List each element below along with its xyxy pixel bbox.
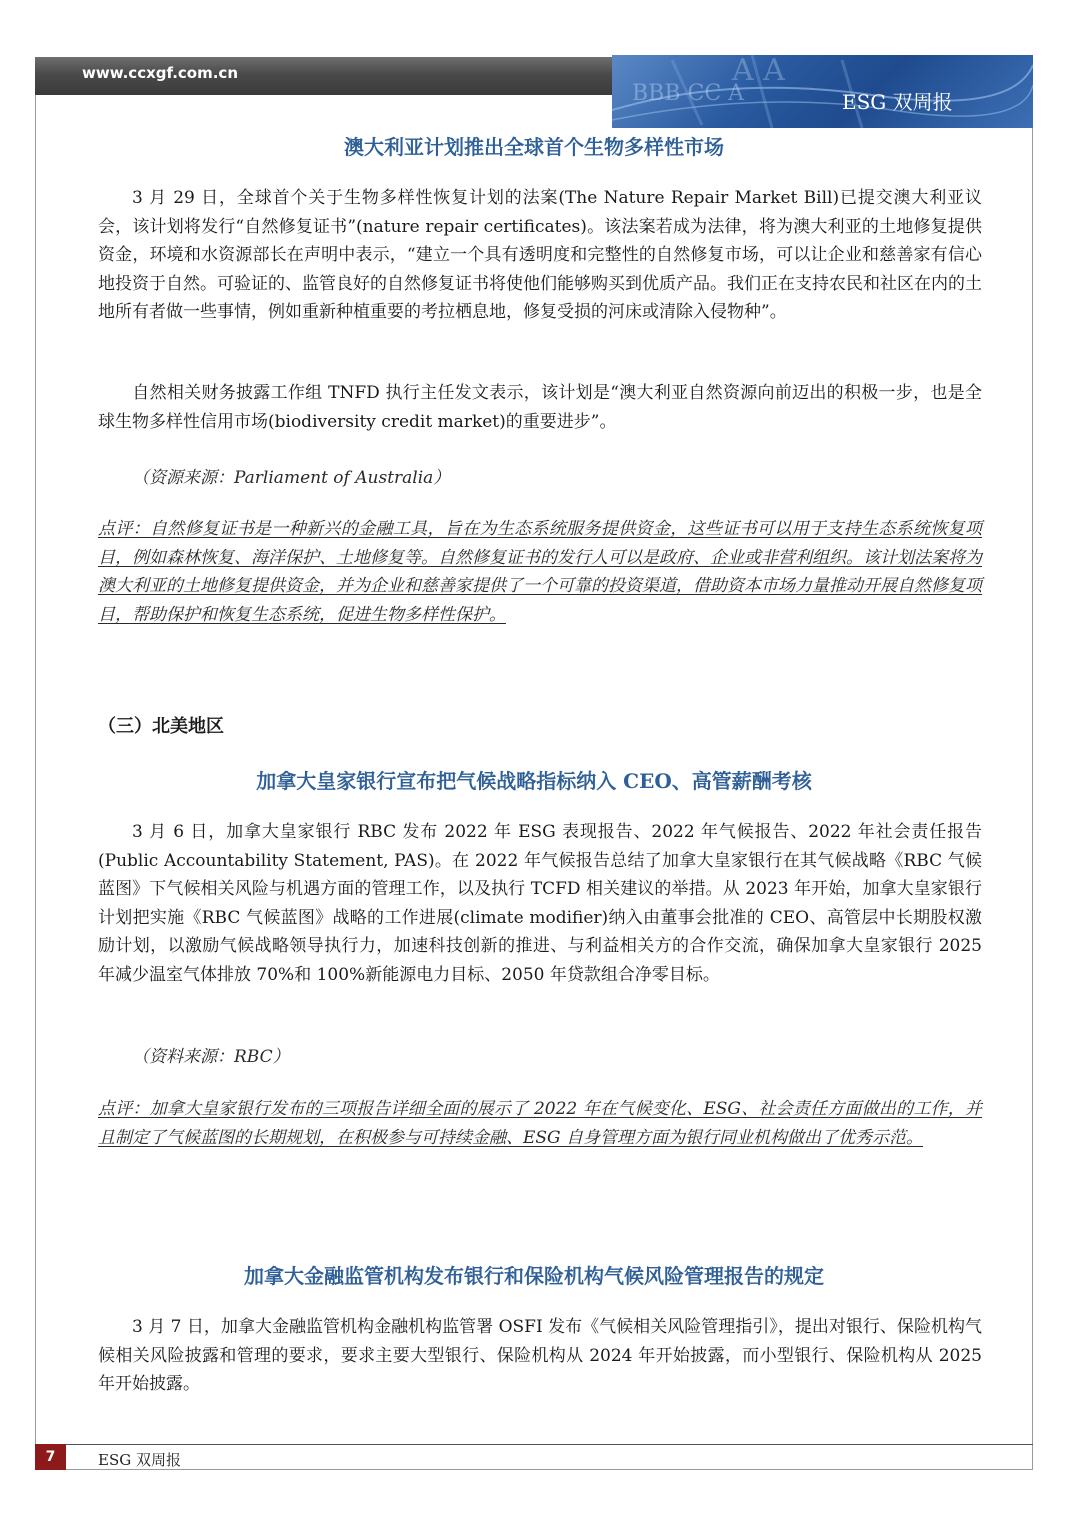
section-heading: （三）北美地区 <box>98 716 224 737</box>
article-paragraph <box>98 184 982 327</box>
page-border-right <box>1032 120 1033 1470</box>
article-title-australia: 澳大利亚计划推出全球首个生物多样性市场 <box>344 135 724 159</box>
comment-text: 点评：加拿大皇家银行发布的三项报告详细全面的展示了 2022 年在气候变化、ESG、社会责任方面做出的工作，并且制定了气候蓝图的长期规划，在积极参与可持续金融、ESG 自身管理方面为银行同业机构做出了优秀示范。 <box>98 1099 982 1148</box>
header-banner-image <box>612 55 1033 128</box>
comment-text: 点评：自然修复证书是一种新兴的金融工具，旨在为生态系统服务提供资金，这些证书可以用于支持生态系统恢复项目，例如森林恢复、海洋保护、土地修复等。自然修复证书的发行人可以是政府、企业或非营利组织。该计划法案将为澳大利亚的土地修复提供资金，并为企业和慈善家提供了一个可靠的投资渠道，借助资本市场力量推动开展自然修复项目，帮助保护和恢复生态系统，促进生物多样性保护。 <box>98 519 982 625</box>
header-title: ESG 双周报 <box>842 90 953 114</box>
article-title-osfi: 加拿大金融监管机构发布银行和保险机构气候风险管理报告的规定 <box>244 1264 824 1288</box>
source-note: （资料来源：RBC） <box>132 1047 290 1067</box>
article-paragraph <box>98 379 982 436</box>
comment-paragraph <box>98 1095 982 1152</box>
paragraph-text: 3 月 29 日，全球首个关于生物多样性恢复计划的法案(The Nature Repair Market Bill)已提交澳大利亚议会，该计划将发行“自然修复证书”(nature repair certificates)。该法案若成为法律，将为澳大利亚的土地修复提供资金，环境和水资源部长在声明中表示，“建立一个具有透明度和完整性的自然修复市场，可以让企业和慈善家有信心地投资于自然。可验证的、监管良好的自然修复证书将使他们能够购买到优质产品。我们正在支持农民和社区在内的土地所有者做一些事情，例如重新种植重要的考拉栖息地，修复受损的河床或清除入侵物种”。 <box>98 188 982 322</box>
comment-paragraph <box>98 515 982 629</box>
header-url[interactable]: www.ccxgf.com.cn <box>82 64 239 82</box>
footer-divider <box>35 1469 1033 1470</box>
source-note: （资源来源：Parliament of Australia） <box>132 468 451 488</box>
footer-label: ESG 双周报 <box>98 1451 181 1469</box>
article-paragraph <box>98 818 982 989</box>
banner-decoration-icon <box>612 55 1033 128</box>
svg-text:BBB CC A: BBB CC A <box>632 81 745 106</box>
footer-divider <box>35 1444 1033 1445</box>
paragraph-text: 3 月 7 日，加拿大金融监管机构金融机构监管署 OSFI 发布《气候相关风险管理指引》，提出对银行、保险机构气候相关风险披露和管理的要求，要求主要大型银行、保险机构从 2024 年开始披露，而小型银行、保险机构从 2025 年开始披露。 <box>98 1317 982 1394</box>
paragraph-text: 自然相关财务披露工作组 TNFD 执行主任发文表示，该计划是“澳大利亚自然资源向前迈出的积极一步，也是全球生物多样性信用市场(biodiversity credit market)的重要进步”。 <box>98 383 982 432</box>
svg-text:A A: A A <box>732 55 785 88</box>
page-number: 7 <box>35 1444 66 1470</box>
paragraph-text: 3 月 6 日，加拿大皇家银行 RBC 发布 2022 年 ESG 表现报告、2022 年气候报告、2022 年社会责任报告(Public Accountability Statement, PAS)。在 2022 年气候报告总结了加拿大皇家银行在其气候战略《RBC 气候蓝图》下气候相关风险与机遇方面的管理工作，以及执行 TCFD 相关建议的举措。从 2023 年开始，加拿大皇家银行计划把实施《RBC 气候蓝图》战略的工作进展(climate modifier)纳入由董事会批准的 CEO、高管层中长期股权激励计划，以激励气候战略领导执行力，加速科技创新的推进、与利益相关方的合作交流，确保加拿大皇家银行 2025 年减少温室气体排放 70%和 100%新能源电力目标、2050 年贷款组合净零目标。 <box>98 822 982 985</box>
article-paragraph <box>98 1313 982 1399</box>
article-title-rbc: 加拿大皇家银行宣布把气候战略指标纳入 CEO、高管薪酬考核 <box>256 769 812 793</box>
